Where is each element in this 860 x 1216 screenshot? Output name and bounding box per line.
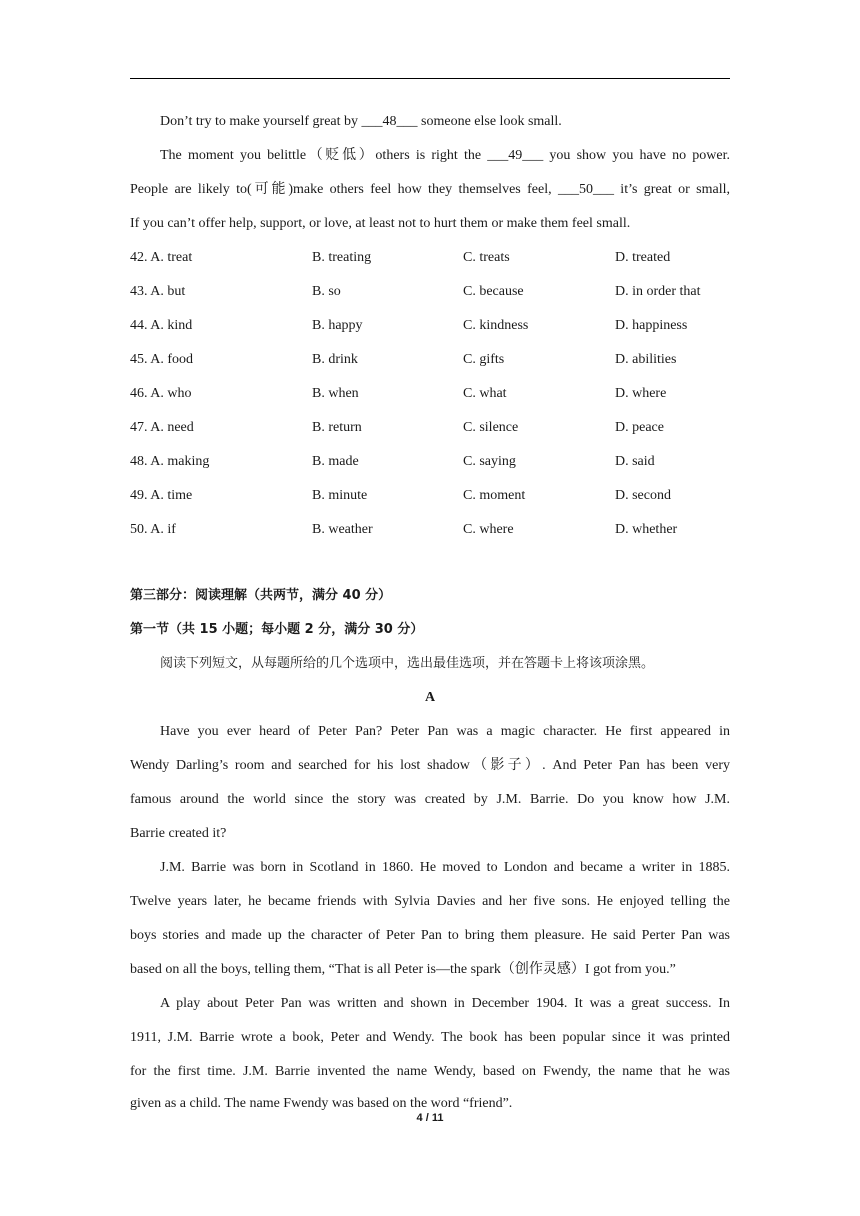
passage-line: Wendy Darling’s room and searched for his lost shadow（影子）. And Peter Pan has been very [130,758,730,773]
option-a: 43. A. but [130,284,186,299]
option-c: C. saying [463,454,516,469]
option-d: D. said [615,454,655,469]
option-b: B. return [312,420,362,435]
option-b: B. happy [312,318,363,333]
subsection-title: 第一节（共 15 小题；每小题 2 分，满分 30 分） [130,622,424,637]
passage-line: 1911, J.M. Barrie wrote a book, Peter and Wendy. The book has been popular since it was printed [130,1030,730,1045]
page-number: 4 / 11 [416,1112,444,1124]
option-d: D. second [615,488,671,503]
option-c: C. kindness [463,318,529,333]
passage-line: for the first time. J.M. Barrie invented the name Wendy, based on Fwendy, the name that he was [130,1064,730,1079]
passage-line: Twelve years later, he became friends with Sylvia Davies and her five sons. He enjoyed telling the [130,894,730,909]
option-d: D. abilities [615,352,677,367]
option-c: C. where [463,522,514,537]
option-a: 47. A. need [130,420,194,435]
option-d: D. where [615,386,667,401]
option-c: C. silence [463,420,519,435]
option-a: 44. A. kind [130,318,193,333]
option-c: C. what [463,386,507,401]
option-c: C. treats [463,250,510,265]
option-c: C. because [463,284,524,299]
option-b: B. made [312,454,359,469]
intro-line: Don’t try to make yourself great by ___48___ someone else look small. [160,114,562,129]
passage-line: based on all the boys, telling them, “That is all Peter is—the spark（创作灵感）I got from you.” [130,962,676,977]
option-c: C. gifts [463,352,505,367]
intro-line: People are likely to(可能)make others feel how they themselves feel, ___50___ it’s great or small, [130,182,730,197]
option-b: B. when [312,386,359,401]
option-d: D. in order that [615,284,701,299]
option-d: D. treated [615,250,671,265]
intro-line: The moment you belittle（贬低）others is right the ___49___ you show you have no power. [160,148,730,163]
option-a: 42. A. treat [130,250,193,265]
option-b: B. minute [312,488,368,503]
option-a: 45. A. food [130,352,193,367]
option-b: B. treating [312,250,372,265]
passage-line: boys stories and made up the character of Peter Pan to bring them pleasure. He said Perter Pan was [130,928,730,943]
passage-line: J.M. Barrie was born in Scotland in 1860. He moved to London and became a writer in 1885. [160,860,730,875]
option-a: 46. A. who [130,386,192,401]
passage-line: Barrie created it? [130,826,227,841]
passage-label: A [424,690,436,705]
option-d: D. happiness [615,318,688,333]
option-d: D. whether [615,522,678,537]
passage-line: Have you ever heard of Peter Pan? Peter Pan was a magic character. He first appeared in [160,724,730,739]
header-rule [130,78,730,79]
option-a: 48. A. making [130,454,210,469]
option-b: B. weather [312,522,373,537]
instruction-text: 阅读下列短文，从每题所给的几个选项中，选出最佳选项，并在答题卡上将该项涂黑。 [160,656,655,671]
section-title: 第三部分：阅读理解（共两节，满分 40 分） [130,588,392,603]
intro-line: If you can’t offer help, support, or love, at least not to hurt them or make them feel small. [130,216,631,231]
passage-line: given as a child. The name Fwendy was based on the word “friend”. [130,1096,513,1111]
option-d: D. peace [615,420,664,435]
option-c: C. moment [463,488,526,503]
option-a: 50. A. if [130,522,176,537]
passage-line: A play about Peter Pan was written and shown in December 1904. It was a great success. In [160,996,730,1011]
option-b: B. so [312,284,341,299]
option-b: B. drink [312,352,358,367]
passage-line: famous around the world since the story was created by J.M. Barrie. Do you know how J.M. [130,792,730,807]
option-a: 49. A. time [130,488,193,503]
